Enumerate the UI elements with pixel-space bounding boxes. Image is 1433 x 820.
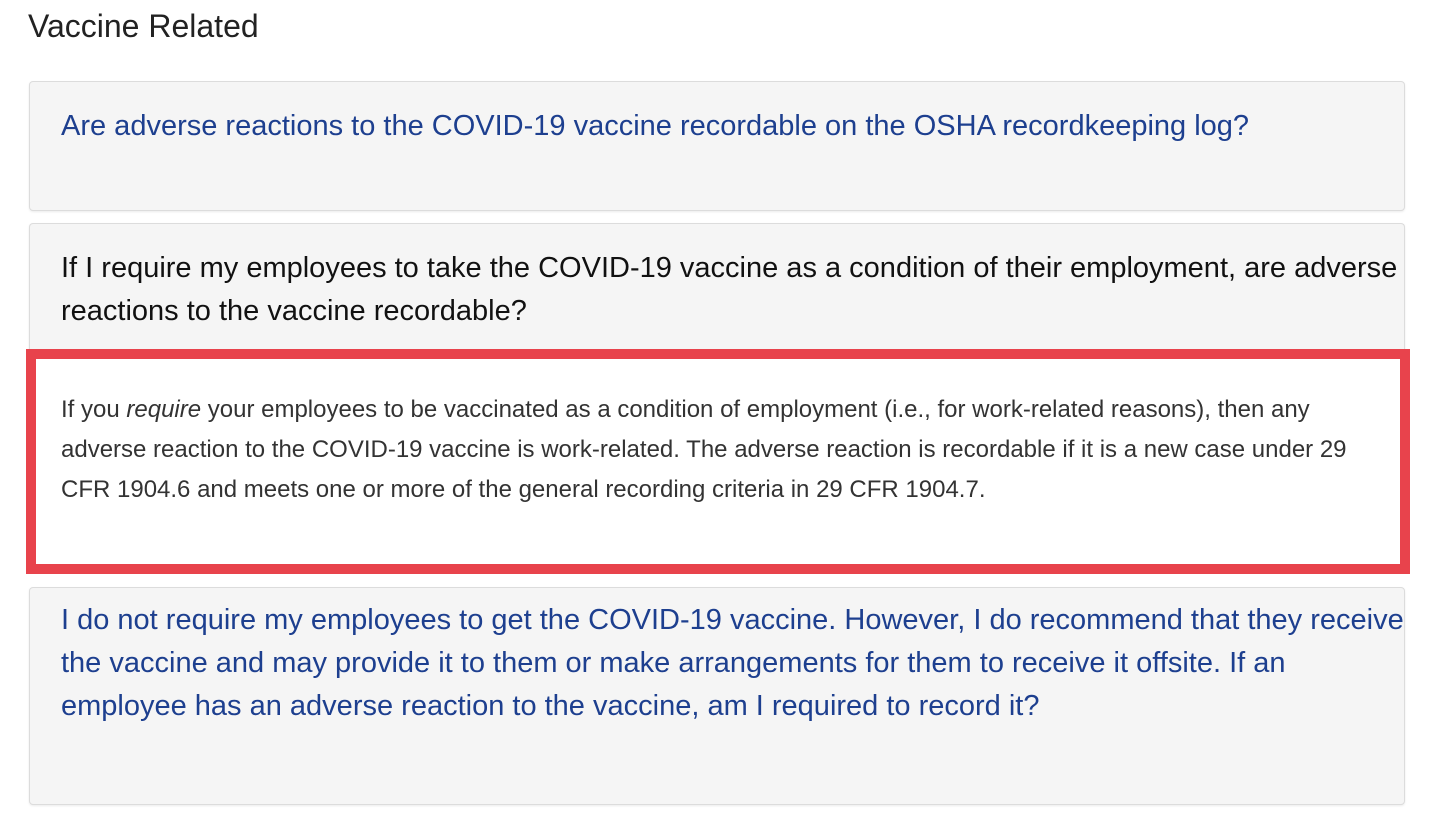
faq-question-heading [30,82,1404,148]
answer-emphasis: require [126,396,202,423]
faq-panel-required-vaccine [29,223,1405,353]
faq-answer-highlighted [26,349,1410,574]
answer-prefix: If you [61,396,127,423]
faq-panel-recommended-vaccine [29,587,1405,805]
section-title: Vaccine Related [28,8,259,44]
faq-question-heading [30,224,1404,333]
faq-question-link[interactable]: I do not require my employees to get the COVID-19 vaccine. However, I do recommend that they receive the vaccine and may provide it to them or make arrangements for them to receive it offsite. If an employee has an adverse reaction to the vaccine, am I required to record it? [61,604,1404,722]
answer-suffix: your employees to be vaccinated as a condition of employment (i.e., for work-related reasons), then any adverse reaction to the COVID-19 vaccine is work-related. The adverse reaction is recordable if it is a new case under 29 CFR 1904.6 and meets one or more of the general recording criteria in 29 CFR 1904.7. [61,396,1347,503]
faq-question-link[interactable]: Are adverse reactions to the COVID-19 vaccine recordable on the OSHA recordkeeping log? [61,110,1250,142]
faq-question-heading [30,588,1404,728]
faq-panel-adverse-reactions-recordable [29,81,1405,211]
faq-answer-text [36,359,1361,510]
faq-question-link-expanded[interactable]: If I require my employees to take the COVID-19 vaccine as a condition of their employment, are adverse reactions to the vaccine recordable? [61,252,1398,327]
